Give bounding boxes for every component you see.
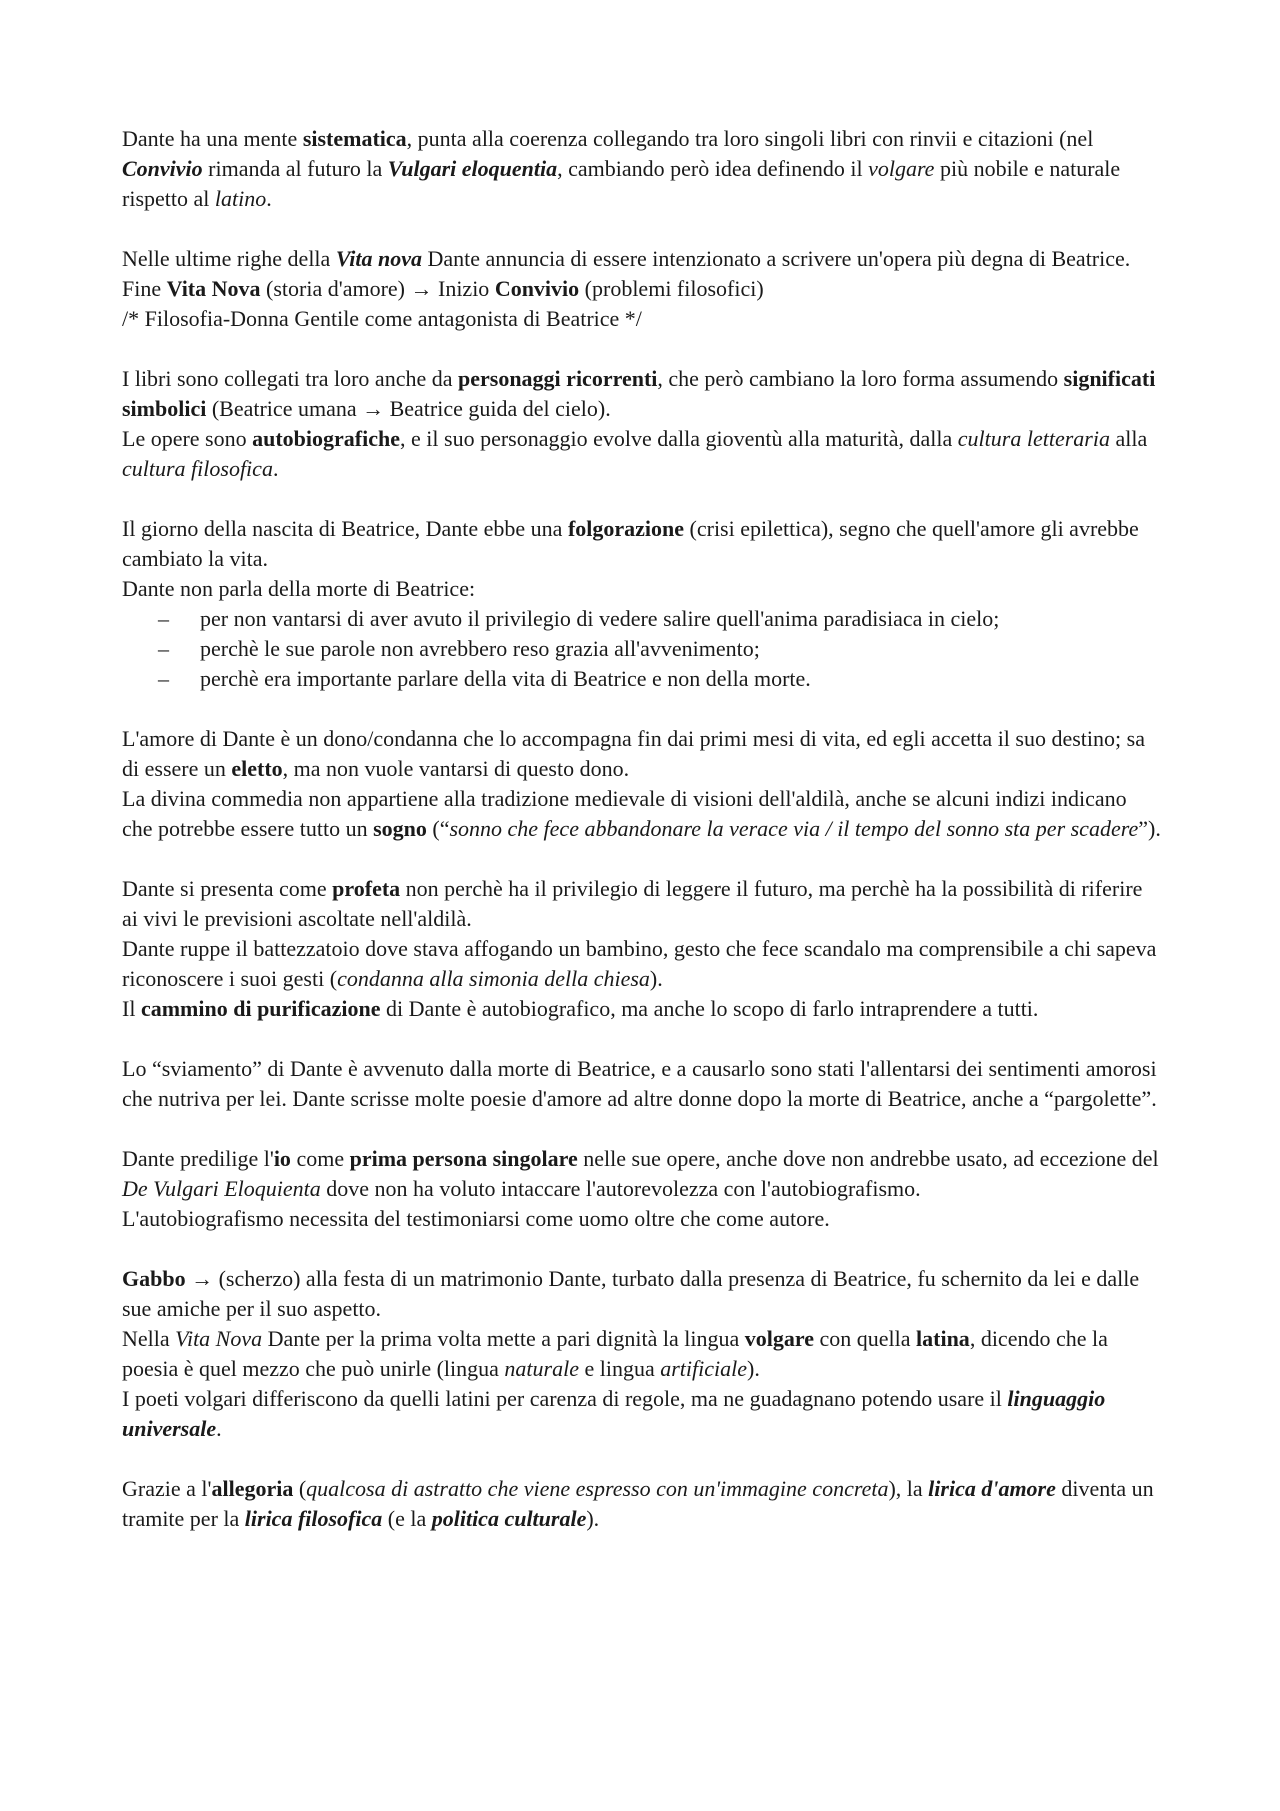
- text-run: L'autobiografismo necessita del testimoniarsi come uomo oltre che come autore.: [122, 1206, 830, 1231]
- bold-italic-text: Convivio: [122, 156, 203, 181]
- text-run: , dicendo che la poesia è quel mezzo che può unirle (lingua: [122, 1326, 1108, 1381]
- paragraph-block: [122, 724, 1162, 844]
- text-run: con quella: [813, 1326, 917, 1351]
- paragraph-line: [122, 124, 1162, 214]
- list-item-text: perchè le sue parole non avrebbero reso grazia all'avvenimento;: [200, 636, 760, 661]
- bold-italic-wrapper: [122, 156, 203, 181]
- paragraph-line: [122, 244, 1162, 274]
- text-run: .: [272, 456, 279, 481]
- text-run: Le opere sono: [122, 426, 253, 451]
- italic-text: cultura letteraria: [957, 426, 1110, 451]
- bold-text: profeta: [332, 876, 401, 901]
- text-run: (Beatrice umana → Beatrice guida del cielo).: [206, 396, 611, 421]
- text-run: ).: [586, 1506, 600, 1531]
- paragraph-gap: [122, 1234, 1162, 1264]
- text-run: , che però cambiano la loro forma assumendo: [657, 366, 1064, 391]
- paragraph-gap: [122, 694, 1162, 724]
- text-run: , ma non vuole vantarsi di questo dono.: [282, 756, 630, 781]
- text-run: più nobile e naturale rispetto al: [122, 156, 1121, 211]
- text-run: ).: [747, 1356, 760, 1381]
- bold-italic-wrapper: [388, 156, 557, 181]
- paragraph-line: [122, 934, 1162, 994]
- text-run: /* Filosofia-Donna Gentile come antagonista di Beatrice */: [122, 306, 642, 331]
- text-run: → (scherzo) alla festa di un matrimonio Dante, turbato dalla presenza di Beatrice, fu schernito da lei e dalle sue amiche per il suo aspetto.: [122, 1266, 1140, 1321]
- paragraph-block: [122, 514, 1162, 604]
- text-run: La divina commedia non appartiene alla tradizione medievale di visioni dell'aldilà, anche se alcuni indizi indicano che potrebbe essere tutto un: [122, 786, 1127, 841]
- bold-text: Vita Nova: [166, 276, 261, 301]
- bold-text: eletto: [231, 756, 283, 781]
- bold-text: sistematica: [302, 126, 407, 151]
- bold-text: volgare: [744, 1326, 814, 1351]
- text-run: Dante per la prima volta mette a pari dignità la lingua: [262, 1326, 745, 1351]
- bold-text: cammino di purificazione: [140, 996, 381, 1021]
- text-run: Dante annuncia di essere intenzionato a scrivere un'opera più degna di Beatrice.: [422, 246, 1131, 271]
- paragraph-line: [122, 1204, 1162, 1234]
- text-run: e lingua: [578, 1356, 661, 1381]
- list-item: [122, 664, 1162, 694]
- text-run: Grazie a l': [122, 1476, 212, 1501]
- bold-text: io: [273, 1146, 291, 1171]
- text-run: Fine: [122, 276, 167, 301]
- text-run: (storia d'amore) → Inizio: [260, 276, 495, 301]
- paragraph-gap: [122, 334, 1162, 364]
- paragraph-block: [122, 1144, 1162, 1234]
- bold-italic-text: lirica filosofica: [244, 1506, 383, 1531]
- paragraph-line: [122, 1054, 1162, 1114]
- text-run: ”).: [1138, 816, 1161, 841]
- paragraph-line: [122, 1264, 1162, 1324]
- text-run: Dante ruppe il battezzatoio dove stava affogando un bambino, gesto che fece scandalo ma comprensibile a chi sapeva riconoscere i suoi gesti (: [122, 936, 1157, 991]
- text-run: (problemi filosofici): [579, 276, 764, 301]
- bold-text: autobiografiche: [252, 426, 401, 451]
- bold-text: folgorazione: [567, 516, 685, 541]
- bold-italic-wrapper: [432, 1506, 587, 1531]
- paragraph-block: [122, 1054, 1162, 1114]
- paragraph-line: [122, 364, 1162, 424]
- paragraph-gap: [122, 844, 1162, 874]
- paragraph-line: [122, 514, 1162, 574]
- bold-text: significati simbolici: [122, 366, 1156, 421]
- paragraph-group-after: [122, 724, 1162, 1534]
- document-page: [122, 124, 1162, 1534]
- reasons-list: [122, 604, 1162, 694]
- italic-text: sonno che fece abbandonare la verace via / il tempo del sonno sta per scadere: [449, 816, 1139, 841]
- italic-text: Vita Nova: [175, 1326, 263, 1351]
- text-run: Il giorno della nascita di Beatrice, Dante ebbe una: [122, 516, 568, 541]
- text-run: (: [293, 1476, 307, 1501]
- dash-bullet: –: [158, 636, 169, 661]
- text-run: Dante ha una mente: [122, 126, 303, 151]
- text-run: Dante non parla della morte di Beatrice:: [122, 576, 476, 601]
- list-item: [122, 604, 1162, 634]
- paragraph-block: [122, 124, 1162, 214]
- bold-text: personaggi ricorrenti: [458, 366, 658, 391]
- text-run: , cambiando però idea definendo il: [557, 156, 869, 181]
- bold-italic-text: linguaggio universale: [122, 1386, 1106, 1441]
- paragraph-line: [122, 1324, 1162, 1384]
- text-run: ), la: [888, 1476, 929, 1501]
- italic-text: artificiale: [660, 1356, 748, 1381]
- paragraph-line: [122, 994, 1162, 1024]
- italic-text: cultura filosofica: [122, 456, 273, 481]
- list-item-text: perchè era importante parlare della vita di Beatrice e non della morte.: [200, 666, 811, 691]
- text-run: , punta alla coerenza collegando tra loro singoli libri con rinvii e citazioni (nel: [406, 126, 1094, 151]
- bold-italic-text: politica culturale: [431, 1506, 587, 1531]
- bold-italic-wrapper: [245, 1506, 382, 1531]
- paragraph-line: [122, 784, 1162, 844]
- paragraph-block: [122, 1474, 1162, 1534]
- text-run: (e la: [382, 1506, 432, 1531]
- text-run: Dante predilige l': [122, 1146, 274, 1171]
- bold-italic-text: Vulgari eloquentia: [387, 156, 558, 181]
- bold-text: Gabbo: [122, 1266, 186, 1291]
- bold-text: allegoria: [211, 1476, 294, 1501]
- list-item-text: per non vantarsi di aver avuto il privilegio di vedere salire quell'anima paradisiaca in cielo;: [200, 606, 1000, 631]
- bold-italic-text: Vita nova: [335, 246, 422, 271]
- text-run: ).: [649, 966, 663, 991]
- paragraph-line: [122, 1144, 1162, 1204]
- paragraph-line: [122, 724, 1162, 784]
- paragraph-gap: [122, 214, 1162, 244]
- text-run: non perchè ha il privilegio di leggere il futuro, ma perchè ha la possibilità di riferire ai vivi le previsioni ascoltate nell'aldilà.: [122, 876, 1143, 931]
- paragraph-line: [122, 874, 1162, 934]
- text-run: alla: [1109, 426, 1148, 451]
- paragraph-line: [122, 574, 1162, 604]
- text-run: di Dante è autobiografico, ma anche lo scopo di farlo intraprendere a tutti.: [380, 996, 1039, 1021]
- italic-text: naturale: [504, 1356, 579, 1381]
- bold-text: latina: [916, 1326, 970, 1351]
- dash-bullet: –: [158, 666, 169, 691]
- text-run: L'amore di Dante è un dono/condanna che lo accompagna fin dai primi mesi di vita, ed egli accetta il suo destino; sa di essere un: [122, 726, 1145, 781]
- text-run: Lo “sviamento” di Dante è avvenuto dalla morte di Beatrice, e a causarlo sono stati l'allentarsi dei sentimenti amorosi che nutriva per lei. Dante scrisse molte poesie d'amore ad altre donne dopo la morte di Beatrice, anche a “pargolette”.: [122, 1056, 1157, 1111]
- bold-italic-text: lirica d'amore: [928, 1476, 1056, 1501]
- italic-text: condanna alla simonia della chiesa: [337, 966, 650, 991]
- text-run: diventa un tramite per la: [122, 1476, 1154, 1531]
- paragraph-line: [122, 1384, 1162, 1444]
- italic-text: latino: [214, 186, 267, 211]
- text-run: .: [216, 1416, 222, 1441]
- bold-text: prima persona singolare: [349, 1146, 578, 1171]
- paragraph-block: [122, 244, 1162, 334]
- paragraph-gap: [122, 484, 1162, 514]
- text-run: dove non ha voluto intaccare l'autorevolezza con l'autobiografismo.: [320, 1176, 921, 1201]
- text-run: come: [290, 1146, 350, 1171]
- paragraph-group-before: [122, 124, 1162, 604]
- dash-bullet: –: [158, 606, 169, 631]
- paragraph-line: [122, 304, 1162, 334]
- text-run: Dante si presenta come: [122, 876, 333, 901]
- text-run: Il: [122, 996, 141, 1021]
- text-run: rimanda al futuro la: [202, 156, 388, 181]
- bold-text: sogno: [373, 816, 427, 841]
- text-run: .: [266, 186, 272, 211]
- text-run: (“: [426, 816, 450, 841]
- italic-text: qualcosa di astratto che viene espresso con un'immagine concreta: [306, 1476, 889, 1501]
- paragraph-block: [122, 364, 1162, 484]
- paragraph-line: [122, 1474, 1162, 1534]
- italic-text: De Vulgari Eloquienta: [122, 1176, 321, 1201]
- text-run: nelle sue opere, anche dove non andrebbe usato, ad eccezione del: [577, 1146, 1159, 1171]
- text-run: Nelle ultime righe della: [122, 246, 336, 271]
- text-run: Nella: [122, 1326, 176, 1351]
- paragraph-block: [122, 874, 1162, 1024]
- text-run: I libri sono collegati tra loro anche da: [122, 366, 458, 391]
- paragraph-gap: [122, 1024, 1162, 1054]
- bold-italic-wrapper: [928, 1476, 1056, 1501]
- bold-italic-wrapper: [336, 246, 422, 271]
- paragraph-gap: [122, 1444, 1162, 1474]
- paragraph-line: [122, 424, 1162, 484]
- text-run: , e il suo personaggio evolve dalla gioventù alla maturità, dalla: [400, 426, 958, 451]
- paragraph-block: [122, 1264, 1162, 1444]
- text-run: (crisi epilettica), segno che quell'amore gli avrebbe cambiato la vita.: [122, 516, 1139, 571]
- paragraph-line: [122, 274, 1162, 304]
- bold-text: Convivio: [494, 276, 580, 301]
- paragraph-gap: [122, 1114, 1162, 1144]
- italic-text: volgare: [868, 156, 935, 181]
- list-item: [122, 634, 1162, 664]
- text-run: I poeti volgari differiscono da quelli latini per carenza di regole, ma ne guadagnano potendo usare il: [122, 1386, 1008, 1411]
